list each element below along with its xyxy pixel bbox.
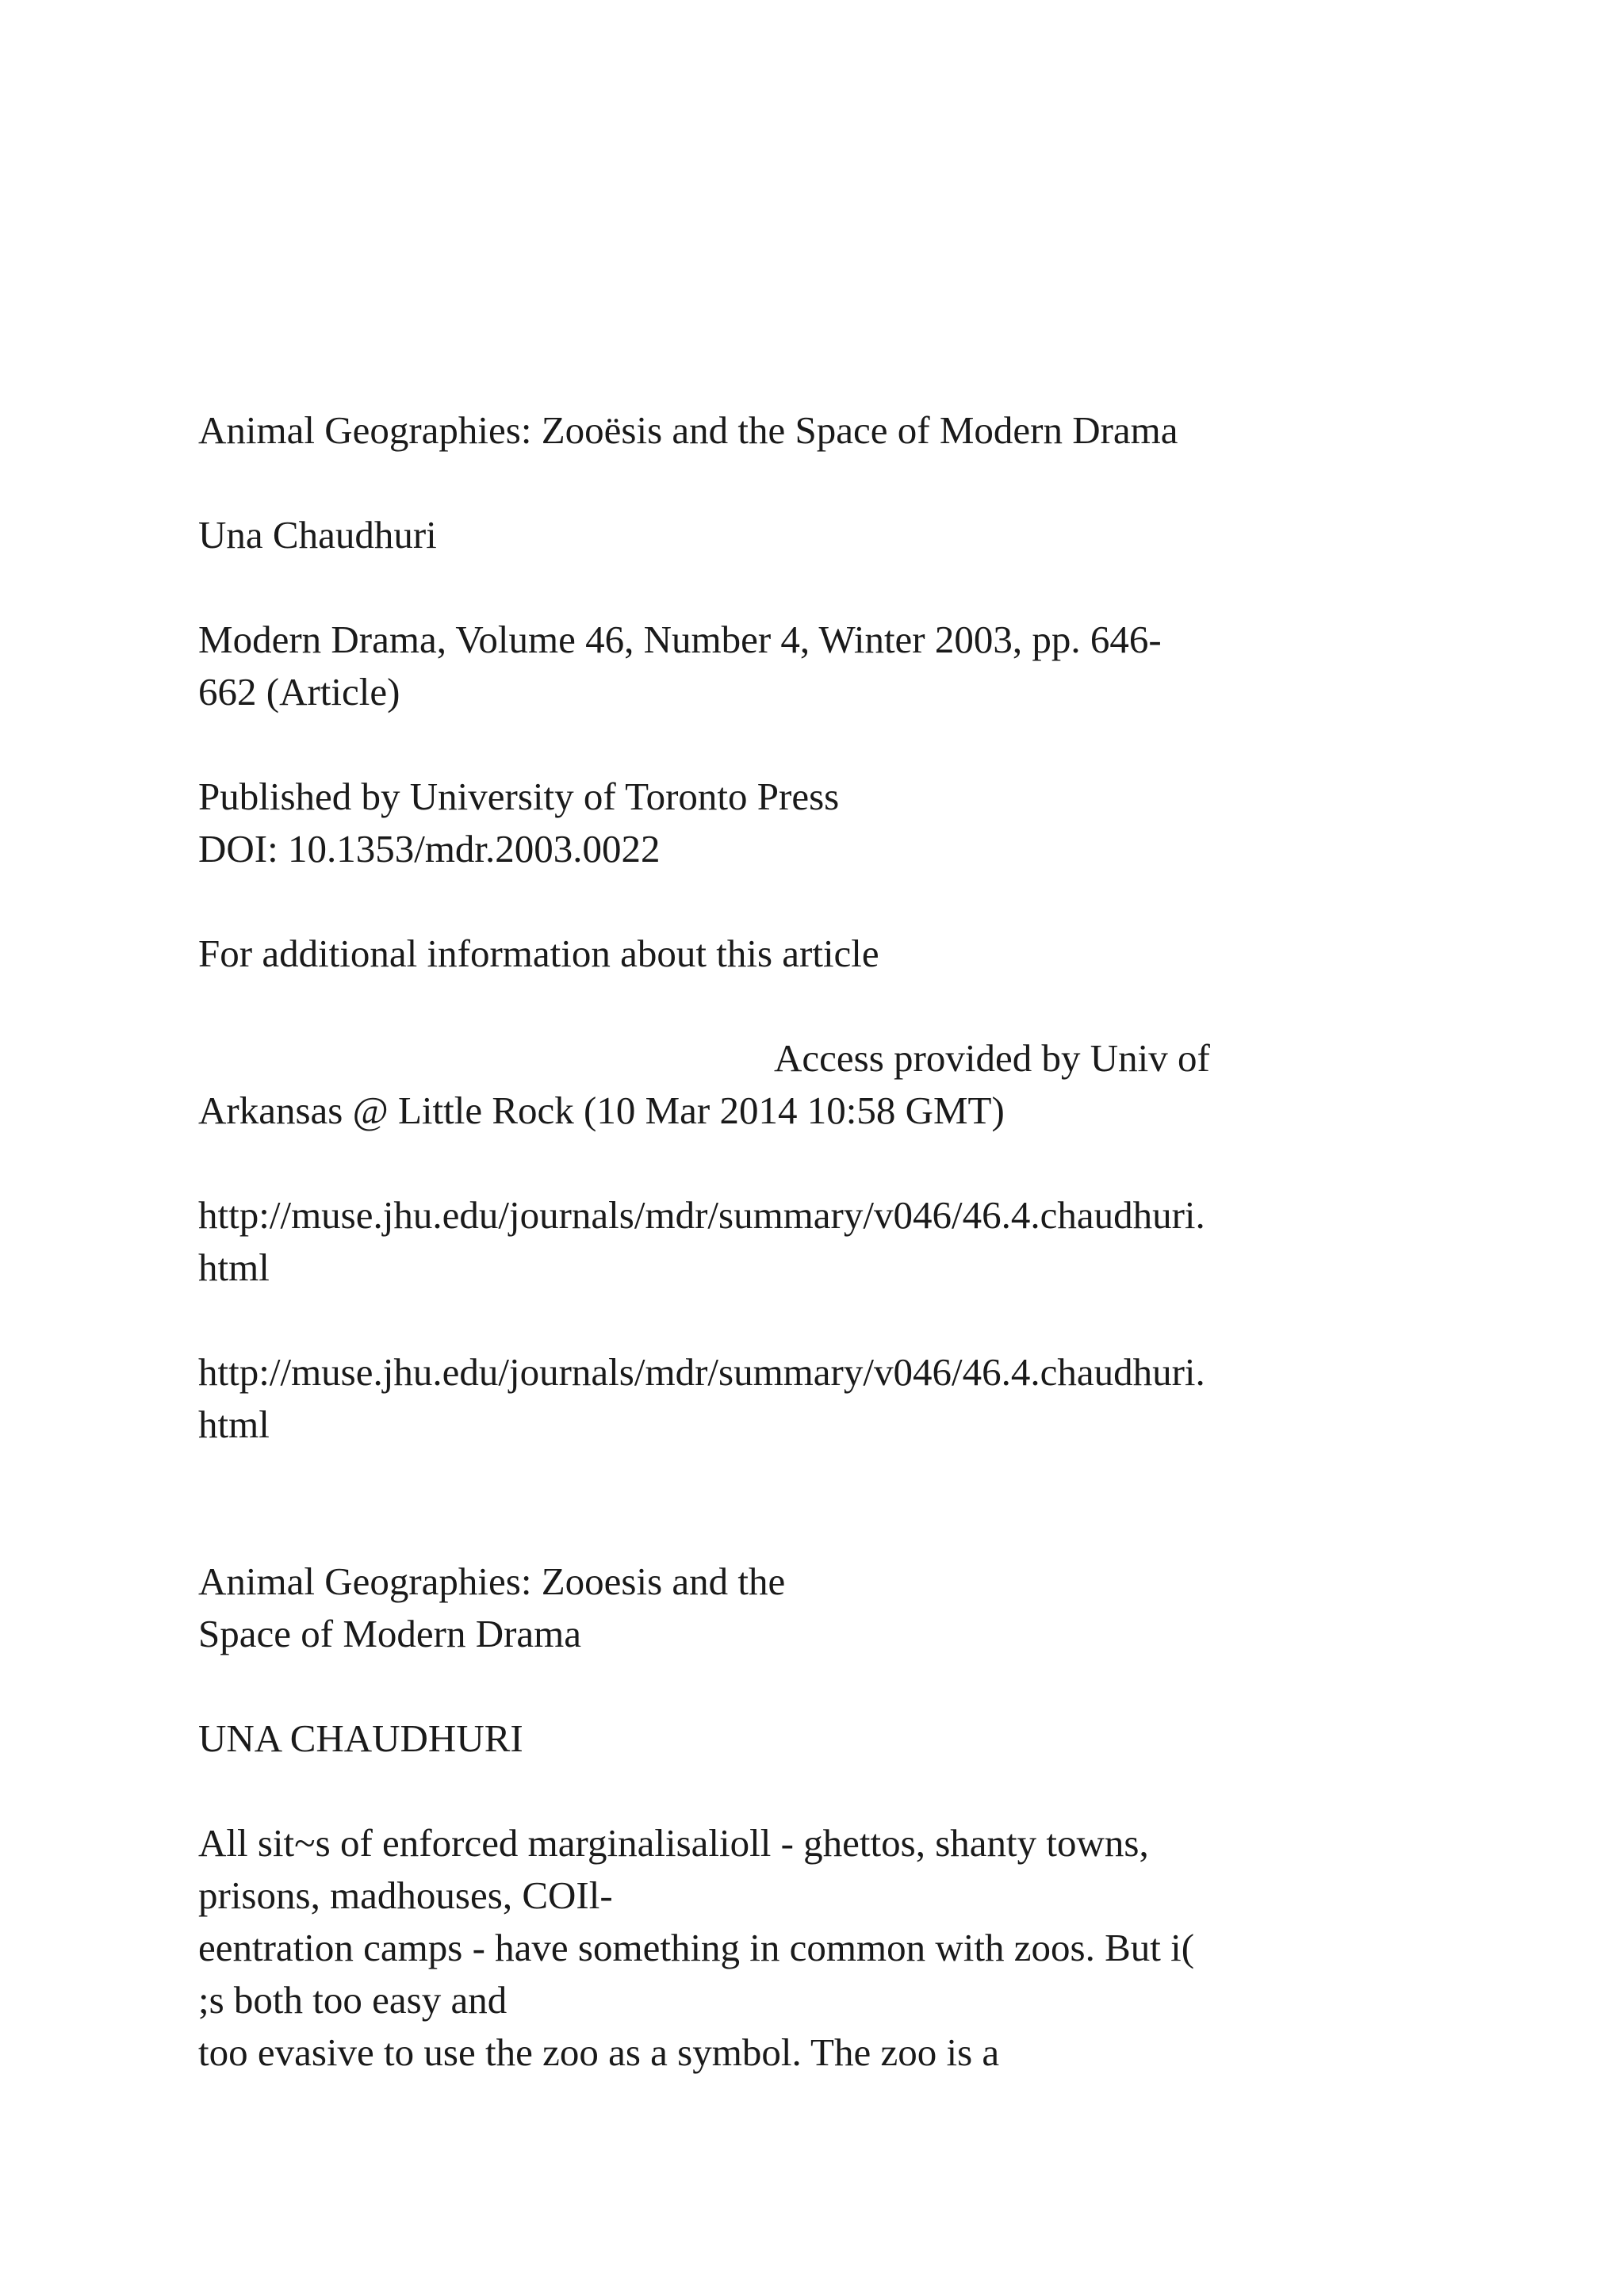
info-link-block [198, 928, 1499, 980]
article-url-1[interactable] [198, 1189, 1499, 1294]
article-title-line: Animal Geographies: Zooesis and the [198, 1559, 786, 1603]
citation-line: 662 (Article) [198, 670, 400, 714]
article-title [198, 1556, 1499, 1660]
body-line: too evasive to use the zoo as a symbol. The zoo is a [198, 2030, 1000, 2074]
access-line: Arkansas @ Little Rock (10 Mar 2014 10:58 GMT) [198, 1089, 1005, 1132]
access-statement [198, 1032, 1499, 1137]
doi-line: DOI: 10.1353/mdr.2003.0022 [198, 827, 661, 871]
citation-line: Modern Drama, Volume 46, Number 4, Winter 2003, pp. 646- [198, 618, 1162, 661]
body-line: ;s both too easy and [198, 1978, 508, 2022]
publisher-line: Published by University of Toronto Press [198, 775, 840, 818]
url-line[interactable]: html [198, 1402, 270, 1446]
body-line: prisons, madhouses, COIl- [198, 1873, 613, 1917]
url-line[interactable]: http://muse.jhu.edu/journals/mdr/summary/v046/46.4.chaudhuri. [198, 1193, 1205, 1237]
body-line: All sit~s of enforced marginalisalioll - ghettos, shanty towns, [198, 1821, 1149, 1865]
article-author [198, 1712, 1499, 1765]
header-author [198, 509, 1499, 561]
body-line: eentration camps - have something in common with zoos. But i( [198, 1926, 1195, 1969]
url-line[interactable]: html [198, 1246, 270, 1289]
url-line[interactable]: http://muse.jhu.edu/journals/mdr/summary/v046/46.4.chaudhuri. [198, 1350, 1205, 1394]
header-title [198, 404, 1499, 457]
article-body [198, 1817, 1499, 2079]
publication-info [198, 771, 1499, 875]
document-page [198, 404, 1499, 2079]
citation [198, 614, 1499, 718]
article-author-text: UNA CHAUDHURI [198, 1716, 523, 1760]
header-title-text: Animal Geographies: Zooësis and the Space of Modern Drama [198, 408, 1178, 452]
additional-info-link[interactable]: For additional information about this article [198, 932, 879, 975]
header-author-text: Una Chaudhuri [198, 513, 437, 557]
access-line: Access provided by Univ of [774, 1036, 1210, 1080]
article-url-2[interactable] [198, 1346, 1499, 1451]
article-title-line: Space of Modern Drama [198, 1612, 582, 1655]
